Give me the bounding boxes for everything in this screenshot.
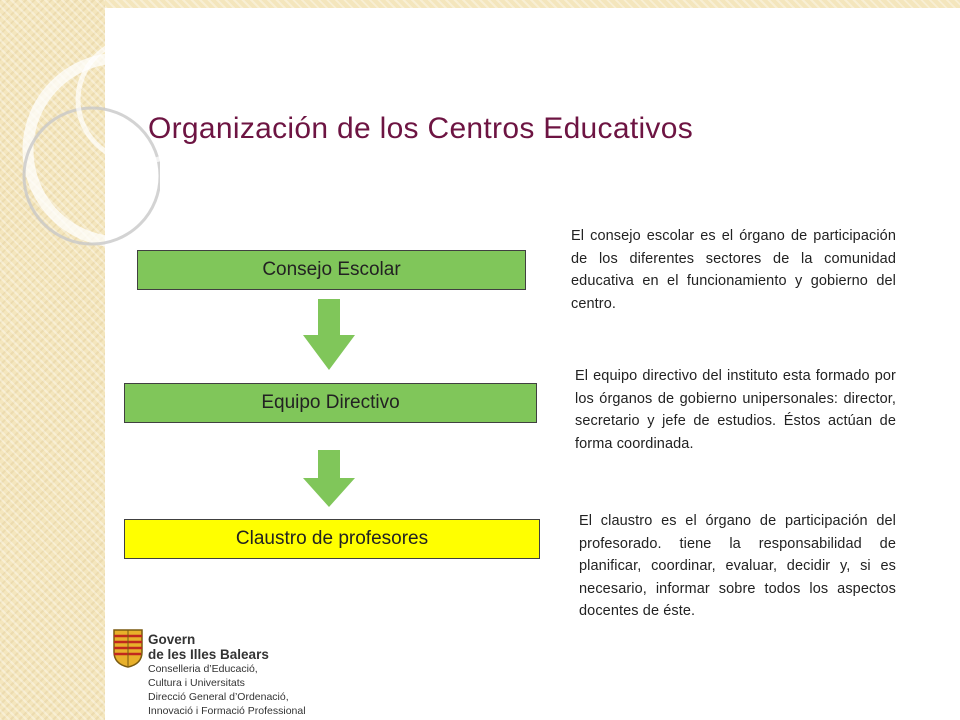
node-equipo-directivo: Equipo Directivo xyxy=(124,383,537,423)
logo-org-line1: Govern xyxy=(148,632,196,647)
coat-of-arms-logo xyxy=(112,628,144,668)
logo-dept-line: Cultura i Universitats xyxy=(148,677,245,689)
node-consejo-escolar: Consejo Escolar xyxy=(137,250,526,290)
decorative-top-strip xyxy=(105,0,960,8)
down-arrow-icon xyxy=(303,299,355,371)
description-equipo-directivo: El equipo directivo del instituto esta formado por los órganos de gobierno unipersonales: director, secretario y jefe de estudios. Éstos actúan de forma coordinada. xyxy=(575,368,896,452)
logo-dept-line: Direcció General d’Ordenació, xyxy=(148,691,289,703)
institution-logo-text xyxy=(148,632,306,718)
decorative-circles xyxy=(0,0,160,260)
node-claustro-de-profesores: Claustro de profesores xyxy=(124,519,540,559)
description-claustro: El claustro es el órgano de participación del profesorado. tiene la responsabilidad de planificar, coordinar, evaluar, decidir y, si es necesario, informar sobre todos los aspectos docentes de éste. xyxy=(579,513,896,619)
down-arrow-icon xyxy=(303,450,355,508)
logo-org-line2: de les Illes Balears xyxy=(148,647,269,662)
description-consejo-escolar: El consejo escolar es el órgano de participación de los diferentes sectores de la comunidad educativa en el funcionamiento y gobierno del centro. xyxy=(571,228,896,312)
page-title: Organización de los Centros Educativos xyxy=(148,112,694,145)
logo-dept-line: Conselleria d’Educació, xyxy=(148,663,258,675)
logo-dept-line: Innovació i Formació Professional xyxy=(148,705,306,717)
